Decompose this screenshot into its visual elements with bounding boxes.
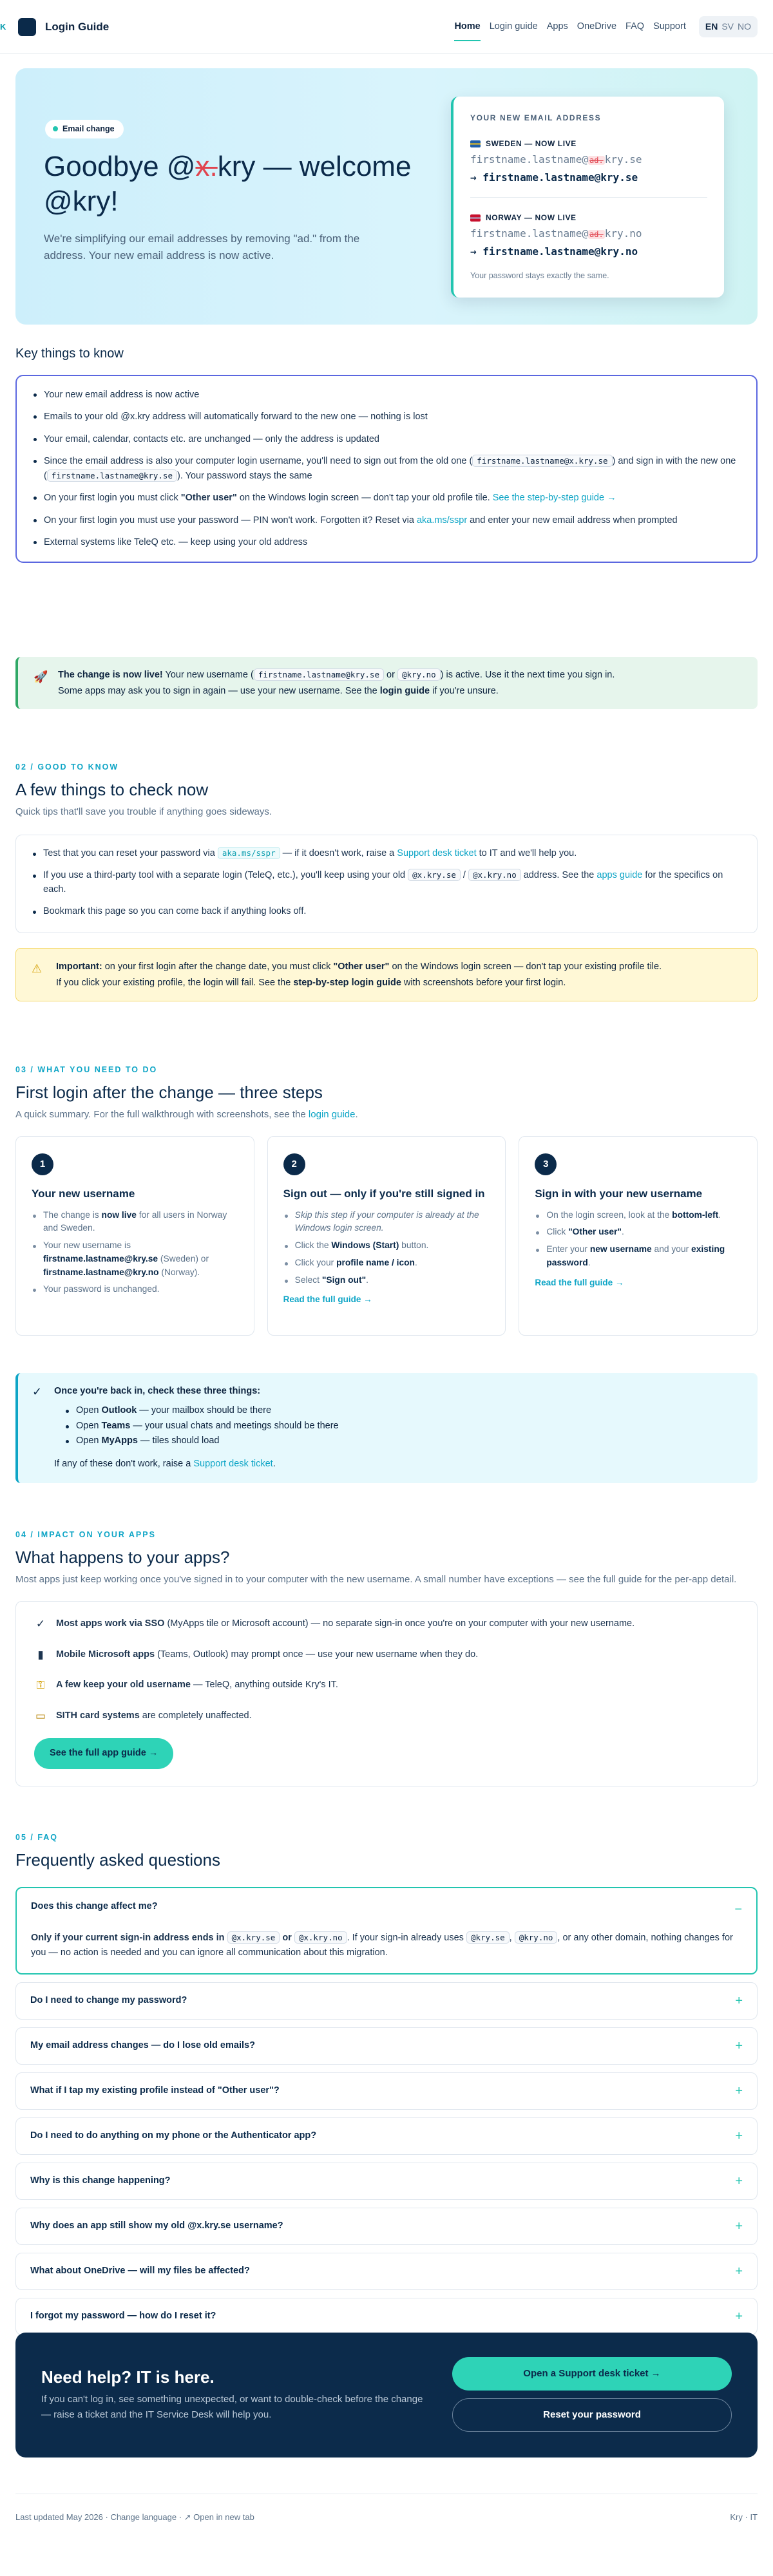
help-description: If you can't log in, see something unexpected, or want to double-check before the change — raise a ticket and the IT Service Desk will help you. <box>41 2394 423 2420</box>
list-item: On your first login you must use your password — PIN won't work. Forgotten it? Reset via aka.ms/sspr and enter your new email address when prompted <box>32 513 741 527</box>
list-item: Click "Other user". <box>535 1226 741 1239</box>
list-item: Open Teams — your usual chats and meetings should be there <box>64 1419 743 1434</box>
step-title: Sign out — only if you're still signed in <box>283 1188 485 1200</box>
list-item: On the login screen, look at the bottom-left. <box>535 1209 741 1222</box>
sweden-new-address: → firstname.lastname@kry.se <box>470 171 638 184</box>
app-row-old-username: ⚿ A few keep your old username — TeleQ, anything outside Kry's IT. <box>34 1677 739 1694</box>
support-ticket-link[interactable]: Support desk ticket <box>193 1459 273 1469</box>
section-kicker: 02 / GOOD TO KNOW <box>15 762 119 772</box>
expand-icon: + <box>735 2309 743 2324</box>
list-item: Bookmark this page so you can come back if anything looks off. <box>32 905 741 919</box>
hero-badge <box>45 120 124 138</box>
steps-section <box>15 1064 758 1336</box>
hero-title: Goodbye @x.kry — welcome @kry! <box>44 151 412 217</box>
apps-section <box>15 1529 758 1786</box>
list-item: Your password is unchanged. <box>32 1283 238 1296</box>
key-things-box <box>15 375 758 563</box>
footer-right: Kry · IT <box>730 2512 758 2522</box>
apps-guide-link[interactable]: apps guide <box>596 870 643 880</box>
section-title: A few things to check now <box>15 779 209 799</box>
section-title: Frequently asked questions <box>15 1850 220 1870</box>
section-subtitle: A quick summary. For the full walkthrough with screenshots, see the login guide. <box>15 1108 358 1120</box>
read-full-guide-link[interactable]: Read the full guide → <box>535 1277 624 1287</box>
checklist-title: Once you're back in, check these three things: <box>54 1386 261 1396</box>
new-address-card <box>451 97 724 298</box>
help-banner <box>15 2333 758 2458</box>
list-item: Since the email address is also your computer login username, you'll need to sign out from the old one ( firstname.lastname@x.kry.se ) and sign in with the new one ( firstname.lastname@kry.se ). Your password stays the same <box>32 454 741 483</box>
faq-item[interactable]: Why does an app still show my old @x.kry.se username? + <box>15 2208 758 2245</box>
brand[interactable] <box>0 18 109 36</box>
step-guide-link[interactable]: See the step-by-step guide → <box>492 493 616 504</box>
section-kicker: 04 / IMPACT ON YOUR APPS <box>15 1530 156 1539</box>
section-kicker: 05 / FAQ <box>15 1833 59 1842</box>
list-item: If you use a third-party tool with a separate login (TeleQ, etc.), you'll keep using your old @x.kry.se / @x.kry.no address. See the apps guide for the specifics on each. <box>32 869 741 897</box>
divider <box>470 197 707 198</box>
language-switcher <box>699 16 758 37</box>
step-card-2 <box>267 1136 506 1336</box>
nav-apps[interactable]: Apps <box>546 21 568 32</box>
faq-item[interactable]: Do I need to do anything on my phone or the Authenticator app? + <box>15 2117 758 2155</box>
important-warning: ⚠ Important: on your first login after the change date, you must click "Other user" on the Windows login screen — don't tap your existing profile tile. If you click your existing profile, the login will fail. See the step-by-step login guide with screenshots before your first login. <box>15 948 758 1001</box>
password-note: Your password stays exactly the same. <box>470 271 609 280</box>
list-item: Enter your new username and your existing password. <box>535 1243 741 1269</box>
list-item: Click your profile name / icon. <box>283 1256 490 1270</box>
faq-item[interactable]: My email address changes — do I lose old emails? + <box>15 2027 758 2065</box>
step-number: 2 <box>283 1153 305 1175</box>
step-title: Sign in with your new username <box>535 1188 703 1200</box>
faq-item[interactable]: What about OneDrive — will my files be affected? + <box>15 2253 758 2290</box>
list-item: Skip this step if your computer is already at the Windows login screen. <box>283 1209 490 1235</box>
hero-description: We're simplifying our email addresses by removing "ad." from the address. Your new email address is now active. <box>44 232 360 262</box>
expand-icon: + <box>735 2174 743 2188</box>
faq-answer: Only if your current sign-in address ends in @x.kry.se or @x.kry.no . If your sign-in already uses @kry.se , @kry.no , or any other domain, nothing changes for you — no action is needed and you can ignore all communication about this migration. <box>31 1932 733 1958</box>
faq-item[interactable]: Do I need to change my password? + <box>15 1982 758 2020</box>
login-guide-link[interactable]: login guide <box>308 1108 356 1120</box>
hero-banner <box>15 68 758 325</box>
open-ticket-button[interactable]: Open a Support desk ticket → <box>452 2357 732 2391</box>
brand-letter: K <box>0 21 6 32</box>
list-item: On your first login you must click "Other user" on the Windows login screen — don't tap your old profile tile. See the step-by-step guide → <box>32 491 741 505</box>
main-nav <box>454 15 758 39</box>
lang-sv[interactable]: SV <box>721 21 734 32</box>
sweden-flag-icon <box>470 140 481 147</box>
sweden-label: SWEDEN — NOW LIVE <box>470 138 707 149</box>
faq-question: Does this change affect me? <box>31 1900 158 1911</box>
nav-onedrive[interactable]: OneDrive <box>577 21 617 32</box>
nav-home[interactable]: Home <box>454 15 480 39</box>
sspr-link[interactable]: aka.ms/sspr <box>416 515 468 526</box>
app-row-sith: ▭ SITH card systems are completely unaffected. <box>34 1708 739 1725</box>
reset-password-button[interactable]: Reset your password <box>452 2398 732 2432</box>
card-icon: ▭ <box>35 1709 46 1722</box>
section-subtitle: Quick tips that'll save you trouble if anything goes sideways. <box>15 806 272 817</box>
faq-section <box>15 1832 758 2343</box>
rocket-icon: 🚀 <box>33 670 48 683</box>
list-item: Select "Sign out". <box>283 1274 490 1287</box>
section-kicker: 03 / WHAT YOU NEED TO DO <box>15 1065 158 1074</box>
step-login-guide-link[interactable]: step-by-step login guide <box>293 977 401 988</box>
lang-no[interactable]: NO <box>738 21 751 32</box>
top-header <box>0 0 773 54</box>
list-item: Open Outlook — your mailbox should be there <box>64 1404 743 1418</box>
site-title: Login Guide <box>45 20 110 33</box>
app-row-mobile: ▮ Mobile Microsoft apps (Teams, Outlook) may prompt once — use your new username when they do. <box>34 1647 739 1663</box>
list-item: Emails to your old @x.kry address will automatically forward to the new one — nothing is lost <box>32 410 741 424</box>
list-item: Your new email address is now active <box>32 388 741 402</box>
nav-support[interactable]: Support <box>653 21 686 32</box>
step-title: Your new username <box>32 1188 135 1200</box>
list-item: Test that you can reset your password via aka.ms/sspr — if it doesn't work, raise a Support desk ticket to IT and we'll help you. <box>32 847 741 861</box>
list-item: Open MyApps — tiles should load <box>64 1434 743 1448</box>
logo-icon <box>18 18 36 36</box>
list-item: Click the Windows (Start) button. <box>283 1239 490 1253</box>
read-full-guide-link[interactable]: Read the full guide → <box>283 1294 372 1305</box>
back-in-checklist <box>15 1373 758 1483</box>
expand-icon: + <box>735 2264 743 2278</box>
page-footer <box>15 2494 758 2524</box>
open-new-tab-link[interactable]: ↗ Open in new tab <box>184 2512 254 2522</box>
login-guide-link[interactable]: login guide <box>379 685 430 696</box>
list-item: Your email, calendar, contacts etc. are unchanged — only the address is updated <box>32 432 741 446</box>
section-title: Key things to know <box>15 346 124 361</box>
step-card-1 <box>15 1136 254 1336</box>
phone-icon: ▮ <box>37 1648 44 1661</box>
key-things-section <box>15 344 758 563</box>
card-caption: YOUR NEW EMAIL ADDRESS <box>470 113 602 122</box>
list-item: The change is now live for all users in Norway and Sweden. <box>32 1209 238 1235</box>
key-icon: ⚿ <box>36 1679 45 1692</box>
check-list-box <box>15 835 758 933</box>
norway-label: NORWAY — NOW LIVE <box>470 212 707 223</box>
step-number: 3 <box>535 1153 557 1175</box>
footer-left: Last updated May 2026 · Change language · ↗ Open in new tab <box>15 2512 254 2522</box>
norway-flag-icon <box>470 214 481 222</box>
expand-icon: + <box>735 2083 743 2098</box>
checkmark-icon: ✓ <box>32 1385 43 1398</box>
faq-item-open[interactable] <box>15 1887 758 1975</box>
step-number: 1 <box>32 1153 53 1175</box>
sweden-old-address: firstname.lastname@ ad. kry.se <box>470 153 642 166</box>
live-notice: 🚀 The change is now live! Your new username ( firstname.lastname@kry.se or @kry.no ) is active. Use it the next time you sign in. Some apps may ask you to sign in again — use your new username. See the login guide if you're unsure. <box>15 657 758 709</box>
expand-icon: + <box>735 2219 743 2233</box>
expand-icon: + <box>735 1993 743 2008</box>
warning-icon: ⚠ <box>32 962 43 975</box>
help-title: Need help? IT is here. <box>41 2367 215 2387</box>
norway-new-address: → firstname.lastname@kry.no <box>470 245 638 258</box>
checkmark-icon: ✓ <box>35 1618 46 1631</box>
full-app-guide-button[interactable]: See the full app guide → <box>34 1738 173 1769</box>
list-item: External systems like TeleQ etc. — keep using your old address <box>32 535 741 549</box>
section-title: What happens to your apps? <box>15 1547 230 1567</box>
checklist-footer: If any of these don't work, raise a Support desk ticket. <box>54 1459 276 1469</box>
apps-box <box>15 1601 758 1786</box>
section-title: First login after the change — three steps <box>15 1082 323 1102</box>
section-subtitle: Most apps just keep working once you've signed in to your computer with the new username. A small number have exceptions — see the full guide for the per-app detail. <box>15 1573 737 1585</box>
change-language-link[interactable]: Change language <box>110 2512 177 2522</box>
faq-item[interactable]: Why is this change happening? + <box>15 2163 758 2200</box>
collapse-icon: − <box>734 1902 742 1917</box>
status-dot-icon <box>53 126 58 131</box>
list-item: Your new username is firstname.lastname@kry.se (Sweden) or firstname.lastname@kry.no (Norway). <box>32 1239 238 1279</box>
check-now-section <box>15 761 758 933</box>
expand-icon: + <box>735 2128 743 2143</box>
nav-login-guide[interactable]: Login guide <box>489 21 538 32</box>
app-row-sso: ✓ Most apps work via SSO (MyApps tile or Microsoft account) — no separate sign-in once you're on your computer with your new username. <box>34 1616 739 1633</box>
step-card-3 <box>519 1136 758 1336</box>
hero-badge-label: Email change <box>62 124 115 133</box>
faq-item[interactable]: I forgot my password — how do I reset it? + <box>15 2298 758 2335</box>
norway-old-address: firstname.lastname@ ad. kry.no <box>470 227 642 240</box>
expand-icon: + <box>735 2038 743 2053</box>
nav-faq[interactable]: FAQ <box>625 21 645 32</box>
lang-en[interactable]: EN <box>705 21 718 32</box>
faq-item[interactable]: What if I tap my existing profile instead of "Other user"? + <box>15 2072 758 2110</box>
support-ticket-link[interactable]: Support desk ticket <box>397 848 477 859</box>
